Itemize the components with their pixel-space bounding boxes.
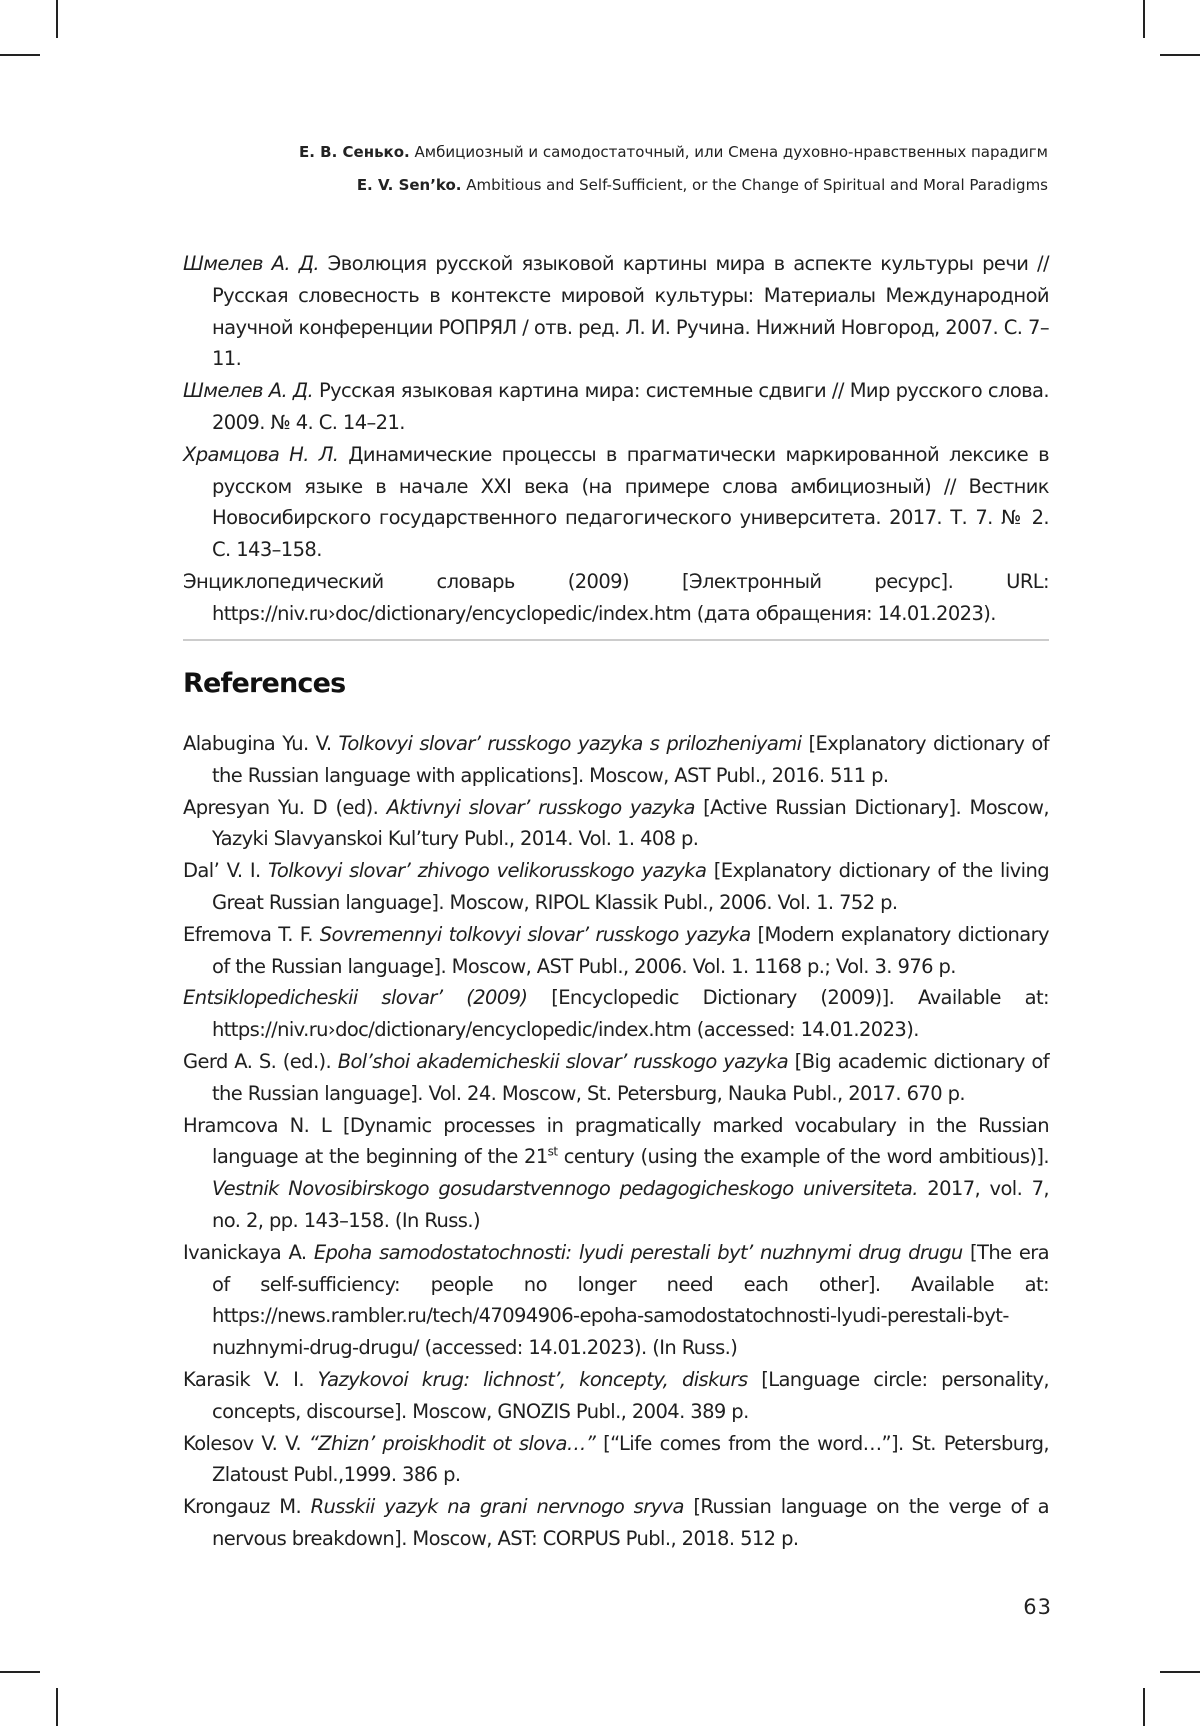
reference-entry: Apresyan Yu. D (ed). Aktivnyi slovar’ russkogo yazyka [Active Russian Dictionary]. Moscow, Yazyki Slavyanskoi Kul’tury Publ., 2014. Vol. 1. 408 p. [183, 795, 1049, 851]
reference-entry: Hramcova N. L [Dynamic processes in pragmatically marked vocabulary in the Russian language at the beginning of the 21st century (using the example of the word ambitious)]. Vestnik Novosibirskogo gosudarstvennogo pedagogicheskogo universiteta. 2017, vol. 7, no. 2, pp. 143–158. (In Russ.) [183, 1113, 1049, 1232]
bibliography-entry: Храмцова Н. Л. Динамические процессы в прагматически маркированной лексике в русском языке в начале XXI века (на примере слова амбициозный) // Вестник Новосибирского государственного педагогического университета. 2017. Т. 7. № 2. С. 143–158. [183, 442, 1049, 562]
crop-mark [0, 1671, 40, 1673]
russian-bibliography [183, 248, 1049, 630]
section-divider [183, 639, 1049, 641]
references-list [183, 728, 1049, 1555]
reference-entry: Dal’ V. I. Tolkovyi slovar’ zhivogo velikorusskogo yazyka [Explanatory dictionary of the living Great Russian language]. Moscow, RIPOL Klassik Publ., 2006. Vol. 1. 752 p. [183, 859, 1049, 914]
references-heading: References [183, 668, 346, 699]
reference-entry: Efremova T. F. Sovremennyi tolkovyi slovar’ russkogo yazyka [Modern explanatory dictionary of the Russian language]. Moscow, AST Publ., 2006. Vol. 1. 1168 p.; Vol. 3. 976 p. [183, 922, 1049, 978]
header-english: E. V. Sen’ko. Ambitious and Self-Sufficient, or the Change of Spiritual and Moral Paradigms [356, 176, 1048, 194]
reference-entry: Entsiklopedicheskii slovar’ (2009) [Encyclopedic Dictionary (2009)]. Available at: https://niv.ru›doc/dictionary/encyclopedic/index.htm (accessed: 14.01.2023). [183, 986, 1049, 1042]
reference-entry: Alabugina Yu. V. Tolkovyi slovar’ russkogo yazyka s prilozheniyami [Explanatory dictionary of the Russian language with applications]. Moscow, AST Publ., 2016. 511 p. [183, 732, 1050, 787]
crop-mark [56, 1688, 58, 1726]
bibliography-entry: Шмелев А. Д. Эволюция русской языковой картины мира в аспекте культуры речи // Русская словесность в контексте мировой культуры: Материалы Международной научной конференции РОПРЯЛ / отв. ред. Л. И. Ручина. Нижний Новгород, 2007. С. 7–11. [183, 252, 1049, 371]
crop-mark [1143, 1688, 1145, 1726]
header-russian: Е. В. Сенько. Амбициозный и самодостаточный, или Смена духовно-нравственных парадигм [299, 143, 1048, 161]
crop-mark [56, 0, 58, 38]
reference-entry: Kolesov V. V. “Zhizn’ proiskhodit ot slova…” [“Life comes from the word…”]. St. Petersburg, Zlatoust Publ.,1999. 386 p. [183, 1431, 1049, 1487]
reference-entry: Karasik V. I. Yazykovoi krug: lichnost’, koncepty, diskurs [Language circle: personality, concepts, discourse]. Moscow, GNOZIS Publ., 2004. 389 p. [183, 1367, 1049, 1423]
reference-entry: Krongauz M. Russkii yazyk na grani nervnogo sryva [Russian language on the verge of a nervous breakdown]. Moscow, AST: CORPUS Publ., 2018. 512 p. [183, 1495, 1049, 1550]
page-number: 63 [1023, 1595, 1052, 1619]
crop-mark [1160, 54, 1200, 56]
running-header [299, 136, 1048, 202]
bibliography-entry: Шмелев А. Д. Русская языковая картина мира: системные сдвиги // Мир русского слова. 2009. № 4. С. 14–21. [183, 379, 1049, 434]
crop-mark [1160, 1671, 1200, 1673]
crop-mark [0, 54, 40, 56]
crop-mark [1143, 0, 1145, 38]
bibliography-entry: Энциклопедический словарь (2009) [Электронный ресурс]. URL: https://niv.ru›doc/dictionary/encyclopedic/index.htm (дата обращения: 14.01.2023). [183, 569, 1049, 625]
reference-entry: Gerd A. S. (ed.). Bol’shoi akademicheskii slovar’ russkogo yazyka [Big academic dictionary of the Russian language]. Vol. 24. Moscow, St. Petersburg, Nauka Publ., 2017. 670 p. [183, 1049, 1049, 1105]
reference-entry: Ivanickaya A. Epoha samodostatochnosti: lyudi perestali byt’ nuzhnymi drug drugu [The era of self-sufficiency: people no longer need each other]. Available at: https://news.rambler.ru/tech/47094906-epoha-samodostatochnosti-lyudi-perestali-byt-nuzhnymi-drug-drugu/ (accessed: 14.01.2023). (In Russ.) [183, 1240, 1049, 1360]
